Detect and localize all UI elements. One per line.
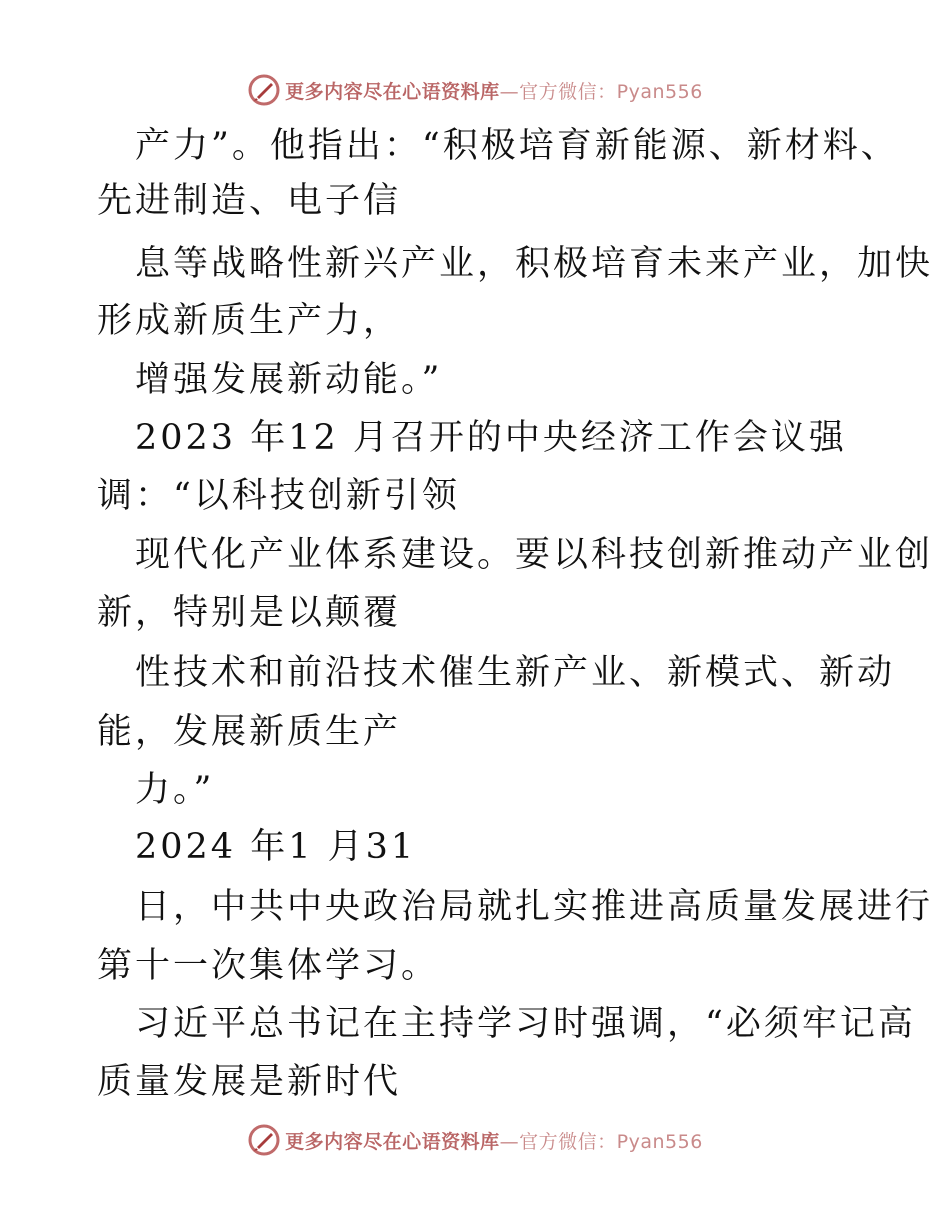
body-line: 力。”: [135, 770, 215, 810]
body-line: 第十一次集体学习。: [97, 946, 440, 986]
footer-contact: 官方微信：Pyan556: [519, 1130, 703, 1153]
body-line: 产力”。他指出：“积极培育新能源、新材料、: [135, 126, 899, 166]
footer-brand: 更多内容尽在心语资料库: [285, 1130, 500, 1153]
header-contact: 官方微信：Pyan556: [519, 80, 703, 103]
header-separator: —: [499, 80, 520, 103]
body-line: 先进制造、电子信: [97, 181, 402, 221]
body-line: 能，发展新质生产: [97, 712, 402, 752]
body-line: 2024 年1 月31: [135, 827, 417, 867]
body-line: 质量发展是新时代: [97, 1062, 402, 1102]
body-line: 调：“以科技创新引领: [97, 476, 460, 516]
body-line: 日，中共中央政治局就扎实推进高质量发展进行: [135, 887, 934, 927]
footer-banner-text: [285, 1127, 703, 1154]
body-line: 现代化产业体系建设。要以科技创新推动产业创: [135, 535, 934, 575]
header-brand: 更多内容尽在心语资料库: [285, 80, 500, 103]
logo-icon: [247, 1123, 281, 1157]
body-line: 新，特别是以颠覆: [97, 593, 402, 633]
body-line: 习近平总书记在主持学习时强调，“必须牢记高: [135, 1004, 916, 1044]
body-line: 形成新质生产力，: [97, 301, 402, 341]
body-line: 性技术和前沿技术催生新产业、新模式、新动: [135, 653, 896, 693]
footer-banner: [0, 1120, 950, 1160]
body-line: 2023 年12 月召开的中央经济工作会议强: [135, 418, 847, 458]
body-line: 增强发展新动能。”: [135, 360, 443, 400]
footer-separator: —: [499, 1130, 520, 1153]
body-line: 息等战略性新兴产业，积极培育未来产业，加快: [135, 244, 934, 284]
